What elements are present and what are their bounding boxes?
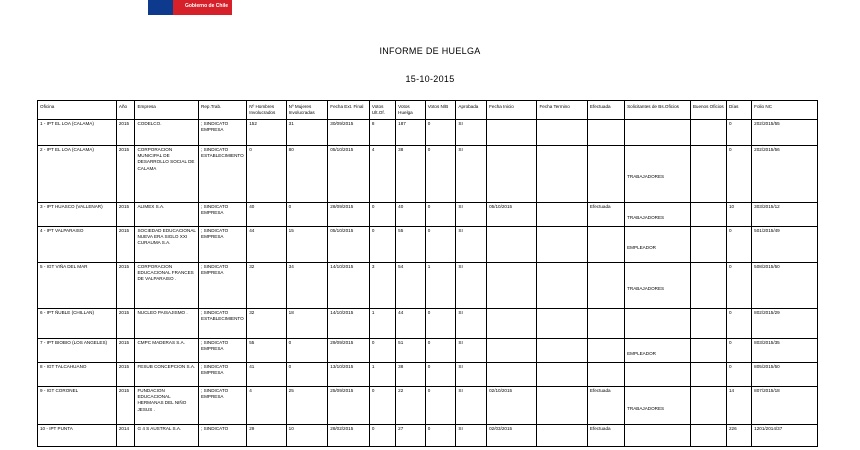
table-cell bbox=[587, 263, 624, 309]
table-cell: 31 bbox=[286, 120, 328, 146]
table-cell: EMPLEADOR bbox=[625, 339, 691, 363]
table-cell bbox=[625, 120, 691, 146]
table-cell: TRABAJADORES bbox=[625, 263, 691, 309]
table-cell: 1 bbox=[369, 309, 395, 339]
table-cell bbox=[690, 227, 726, 263]
table-cell: 0 bbox=[425, 363, 456, 387]
table-cell: 152 bbox=[247, 120, 286, 146]
column-header: Año bbox=[116, 101, 135, 120]
table-cell: 2015 bbox=[116, 146, 135, 203]
table-cell: Efectuada bbox=[587, 203, 624, 227]
column-header: Fecha Termino bbox=[537, 101, 587, 120]
table-cell: ; SINDICATO EMPRESA bbox=[199, 120, 247, 146]
table-cell: 2015 bbox=[116, 120, 135, 146]
table-cell bbox=[537, 227, 587, 263]
column-header: Días bbox=[726, 101, 751, 120]
table-cell: 3 - IPT HUASCO (VALLENAR) bbox=[38, 203, 117, 227]
table-cell: 34 bbox=[286, 263, 328, 309]
table-cell bbox=[587, 339, 624, 363]
table-cell: SI bbox=[456, 263, 487, 309]
table-cell: 0 bbox=[726, 120, 751, 146]
table-cell: 0 bbox=[726, 227, 751, 263]
report-title: INFORME DE HUELGA bbox=[379, 46, 481, 56]
table-cell: ; SINDICATO bbox=[199, 425, 247, 447]
table-cell: SI bbox=[456, 227, 487, 263]
table-cell: 2015 bbox=[116, 227, 135, 263]
table-cell: 32 bbox=[247, 309, 286, 339]
table-cell bbox=[537, 263, 587, 309]
table-cell: CORPORACION EDUCACIONAL FRANCES DE VALPARAISO . bbox=[135, 263, 199, 309]
table-cell: 0 bbox=[425, 146, 456, 203]
table-cell bbox=[537, 146, 587, 203]
table-cell: ALIMEX S.A. bbox=[135, 203, 199, 227]
table-cell: 0 bbox=[286, 203, 328, 227]
table-cell: 8 - IGT TALCAHUANO bbox=[38, 363, 117, 387]
table-cell: SI bbox=[456, 363, 487, 387]
table-cell: 3 bbox=[369, 263, 395, 309]
table-cell: FUNDACION EDUCACIONAL HERMANAS DEL NIÑO JESUS . bbox=[135, 387, 199, 425]
table-cell: 38 bbox=[396, 146, 426, 203]
table-cell bbox=[625, 425, 691, 447]
table-row bbox=[38, 120, 818, 146]
table-cell: 05/10/2015 bbox=[487, 203, 537, 227]
table-cell: G 4 S AUSTRAL S.A. bbox=[135, 425, 199, 447]
table-cell: FESUB CONCEPCION S.A. bbox=[135, 363, 199, 387]
table-cell: CMPC MADERAS S.A. bbox=[135, 339, 199, 363]
table-row bbox=[38, 227, 818, 263]
table-cell: ; SINDICATO EMPRESA bbox=[199, 387, 247, 425]
table-cell: 2015 bbox=[116, 339, 135, 363]
table-cell: EMPLEADOR bbox=[625, 227, 691, 263]
table-cell bbox=[690, 309, 726, 339]
table-cell: 05/10/2015 bbox=[328, 227, 370, 263]
table-cell bbox=[690, 120, 726, 146]
table-row bbox=[38, 425, 818, 447]
table-cell: NUCLEO PAISAJISMO . bbox=[135, 309, 199, 339]
table-cell: 0 bbox=[726, 263, 751, 309]
strike-report-table bbox=[37, 100, 818, 447]
table-cell: 10 bbox=[286, 425, 328, 447]
report-date: 15-10-2015 bbox=[405, 74, 455, 84]
table-cell bbox=[587, 363, 624, 387]
column-header: Buenos Oficios bbox=[690, 101, 726, 120]
table-cell: 44 bbox=[247, 227, 286, 263]
table-cell: ; SINDICATO EMPRESA bbox=[199, 339, 247, 363]
table-cell: 508/2015/50 bbox=[752, 263, 818, 309]
logo-text: Gobierno de Chile bbox=[184, 3, 228, 9]
column-header: Nº Hombres Involucrados bbox=[247, 101, 286, 120]
table-cell: 0 bbox=[369, 203, 395, 227]
table-cell: TRABAJADORES bbox=[625, 203, 691, 227]
column-header: Empresa bbox=[135, 101, 199, 120]
table-cell: 80 bbox=[286, 146, 328, 203]
table-cell: 14/10/2015 bbox=[328, 309, 370, 339]
table-cell: ; SINDICATO EMPRESA bbox=[199, 227, 247, 263]
table-cell: 1 - IPT EL LOA (CALAMA) bbox=[38, 120, 117, 146]
column-header: Solicitantes de Bs.Oficios bbox=[625, 101, 691, 120]
table-cell: 28/02/2015 bbox=[328, 425, 370, 447]
table-cell: 187 bbox=[396, 120, 426, 146]
table-cell: 0 bbox=[425, 425, 456, 447]
table-cell: SOCIEDAD EDUCACIONAL NUEVA ERA SIGLO XXI CURAUMA S.A. bbox=[135, 227, 199, 263]
table-cell: 29 bbox=[247, 425, 286, 447]
table-cell: 8 bbox=[369, 120, 395, 146]
table-cell: 54 bbox=[396, 263, 426, 309]
table-cell bbox=[690, 263, 726, 309]
column-header: Votos N/B bbox=[425, 101, 456, 120]
table-cell: 10 - IPT PUNTA bbox=[38, 425, 117, 447]
table-cell bbox=[487, 120, 537, 146]
government-logo bbox=[148, 0, 232, 15]
table-cell: 0 bbox=[425, 309, 456, 339]
table-cell: 803/2015/35 bbox=[752, 339, 818, 363]
table-cell: 02/10/2015 bbox=[487, 387, 537, 425]
table-cell bbox=[537, 120, 587, 146]
table-cell: 25/09/2015 bbox=[328, 387, 370, 425]
table-cell: 40 bbox=[247, 203, 286, 227]
table-cell: CORPORACION MUNICIPAL DE DESARROLLO SOCIAL DE CALAMA bbox=[135, 146, 199, 203]
table-cell: SI bbox=[456, 120, 487, 146]
table-cell: 30/09/2015 bbox=[328, 120, 370, 146]
table-cell: 807/2015/18 bbox=[752, 387, 818, 425]
table-row bbox=[38, 387, 818, 425]
table-cell: 29/09/2015 bbox=[328, 339, 370, 363]
table-cell bbox=[625, 363, 691, 387]
table-cell: 10 bbox=[726, 203, 751, 227]
table-cell: 32 bbox=[247, 263, 286, 309]
table-cell: 802/2015/29 bbox=[752, 309, 818, 339]
table-cell bbox=[487, 339, 537, 363]
table-cell: 501/2015/49 bbox=[752, 227, 818, 263]
table-cell: 18 bbox=[286, 309, 328, 339]
table-cell: 13/10/2015 bbox=[328, 363, 370, 387]
table-row bbox=[38, 363, 818, 387]
table-cell: ; SINDICATO EMPRESA bbox=[199, 363, 247, 387]
table-cell bbox=[587, 309, 624, 339]
table-cell bbox=[625, 309, 691, 339]
table-cell bbox=[487, 309, 537, 339]
table-cell: 41 bbox=[247, 363, 286, 387]
table-row bbox=[38, 339, 818, 363]
table-cell: 2 - IPT EL LOA (CALAMA) bbox=[38, 146, 117, 203]
table-cell: 0 bbox=[286, 363, 328, 387]
table-cell: SI bbox=[456, 309, 487, 339]
table-cell: 22 bbox=[396, 387, 426, 425]
table-cell: 2015 bbox=[116, 263, 135, 309]
table-cell: 805/2015/50 bbox=[752, 363, 818, 387]
table-cell: SI bbox=[456, 339, 487, 363]
table-cell: TRABAJADORES bbox=[625, 146, 691, 203]
table-cell bbox=[587, 120, 624, 146]
table-cell: SI bbox=[456, 203, 487, 227]
table-cell bbox=[487, 363, 537, 387]
table-cell: 4 bbox=[369, 146, 395, 203]
table-cell: 40 bbox=[396, 203, 426, 227]
table-cell bbox=[537, 339, 587, 363]
table-cell: 15 bbox=[286, 227, 328, 263]
table-cell: 14/10/2015 bbox=[328, 263, 370, 309]
column-header: Efectuada bbox=[587, 101, 624, 120]
table-cell bbox=[587, 227, 624, 263]
table-cell: 1201/2014/37 bbox=[752, 425, 818, 447]
table-cell: 25 bbox=[286, 387, 328, 425]
table-cell: 2015 bbox=[116, 203, 135, 227]
table-cell: 0 bbox=[425, 227, 456, 263]
table-cell: 0 bbox=[425, 339, 456, 363]
table-cell bbox=[537, 309, 587, 339]
table-cell: 0 bbox=[369, 425, 395, 447]
table-cell: 2014 bbox=[116, 425, 135, 447]
table-cell: 9 - IGT CORONEL bbox=[38, 387, 117, 425]
table-row bbox=[38, 263, 818, 309]
table-cell: 0 bbox=[247, 146, 286, 203]
table-cell: 202/2015/55 bbox=[752, 120, 818, 146]
table-cell: 2015 bbox=[116, 387, 135, 425]
table-cell: 1 bbox=[369, 363, 395, 387]
table-cell bbox=[487, 227, 537, 263]
table-cell: 0 bbox=[369, 387, 395, 425]
table-cell bbox=[690, 425, 726, 447]
table-cell: 0 bbox=[425, 387, 456, 425]
table-cell bbox=[690, 339, 726, 363]
table-cell: SI bbox=[456, 146, 487, 203]
table-cell: 5 - IGT VIÑA DEL MAR bbox=[38, 263, 117, 309]
table-cell: ; SINDICATO ESTABLECIMIENTO bbox=[199, 146, 247, 203]
table-cell: 202/2015/56 bbox=[752, 146, 818, 203]
table-row bbox=[38, 309, 818, 339]
table-cell bbox=[487, 146, 537, 203]
table-cell: 14 bbox=[726, 387, 751, 425]
table-cell: 0 bbox=[726, 363, 751, 387]
table-cell bbox=[537, 387, 587, 425]
table-cell: 0 bbox=[726, 146, 751, 203]
table-cell: 55 bbox=[396, 227, 426, 263]
table-cell: SI bbox=[456, 387, 487, 425]
table-cell: 51 bbox=[396, 339, 426, 363]
table-cell: 0 bbox=[425, 203, 456, 227]
column-header: Folio NC bbox=[752, 101, 818, 120]
table-cell bbox=[690, 203, 726, 227]
table-row bbox=[38, 146, 818, 203]
column-header: Nº Mujeres Involucradas bbox=[286, 101, 328, 120]
table-cell: ; SINDICATO ESTABLECIMIENTO bbox=[199, 309, 247, 339]
table-cell: SI bbox=[456, 425, 487, 447]
table-cell: 38 bbox=[396, 363, 426, 387]
table-cell: 0 bbox=[726, 339, 751, 363]
table-cell bbox=[537, 363, 587, 387]
table-cell bbox=[487, 263, 537, 309]
table-header-row bbox=[38, 101, 818, 120]
table-cell bbox=[587, 146, 624, 203]
table-cell: 6 - IPT ÑUBLE (CHILLAN) bbox=[38, 309, 117, 339]
table-cell: 226 bbox=[726, 425, 751, 447]
table-cell: 44 bbox=[396, 309, 426, 339]
table-cell: 0 bbox=[726, 309, 751, 339]
table-cell: 7 - IPT BIOBIO (LOS ANGELES) bbox=[38, 339, 117, 363]
table-cell: 303/2015/12 bbox=[752, 203, 818, 227]
column-header: Oficina bbox=[38, 101, 117, 120]
table-cell: CODELCO. bbox=[135, 120, 199, 146]
table-cell bbox=[537, 203, 587, 227]
column-header: Aprobada bbox=[456, 101, 487, 120]
table-cell: Efectuada bbox=[587, 425, 624, 447]
table-cell: 02/03/2015 bbox=[487, 425, 537, 447]
table-cell: 4 - IPT VALPARAISO bbox=[38, 227, 117, 263]
table-cell: 0 bbox=[286, 339, 328, 363]
table-cell: ; SINDICATO EMPRESA bbox=[199, 203, 247, 227]
table-cell: 05/10/2015 bbox=[328, 146, 370, 203]
table-cell bbox=[537, 425, 587, 447]
table-row bbox=[38, 203, 818, 227]
table-cell bbox=[690, 146, 726, 203]
table-cell: 0 bbox=[369, 339, 395, 363]
column-header: Votos Huelga bbox=[396, 101, 426, 120]
table-cell: 28/09/2015 bbox=[328, 203, 370, 227]
column-header: Votos Ult.Of. bbox=[369, 101, 395, 120]
table-cell: Efectuada bbox=[587, 387, 624, 425]
table-cell: ; SINDICATO EMPRESA bbox=[199, 263, 247, 309]
column-header: Fecha Inicio bbox=[487, 101, 537, 120]
table-cell: TRABAJADORES bbox=[625, 387, 691, 425]
table-cell: 27 bbox=[396, 425, 426, 447]
table-cell bbox=[690, 387, 726, 425]
table-cell: 0 bbox=[369, 227, 395, 263]
table-cell bbox=[690, 363, 726, 387]
table-cell: 4 bbox=[247, 387, 286, 425]
table-cell: 55 bbox=[247, 339, 286, 363]
column-header: Fecha Ext. Final bbox=[328, 101, 370, 120]
table-cell: 1 bbox=[425, 263, 456, 309]
table-cell: 2015 bbox=[116, 309, 135, 339]
column-header: Rep.Trab. bbox=[199, 101, 247, 120]
table-cell: 0 bbox=[425, 120, 456, 146]
table-cell: 2015 bbox=[116, 363, 135, 387]
